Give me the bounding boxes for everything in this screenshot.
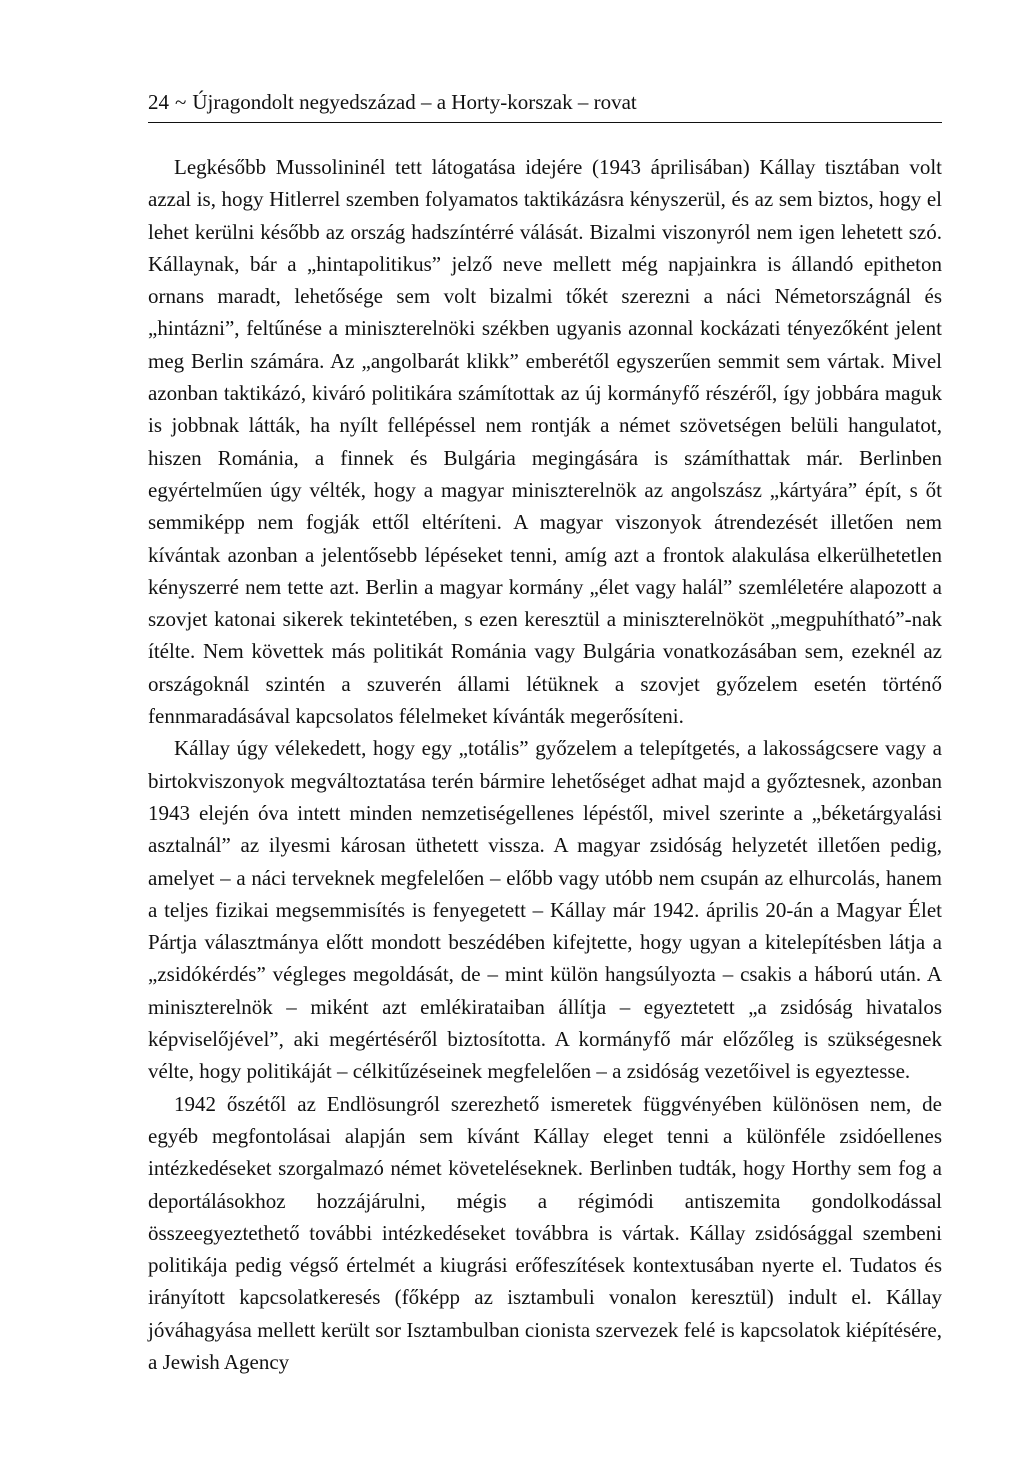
header-separator: ~	[175, 90, 187, 114]
paragraph-2: Kállay úgy vélekedett, hogy egy „totális” győzelem a telepítgetés, a lakosságcsere vagy a birtokviszonyok megváltoztatása terén bármire lehetőséget adhat majd a győztesnek, azonban 1943 elején óva intett minden nemzetiségellenes lépéstől, mivel szerinte a „béketárgyalási asztalnál” az ilyesmi károsan üthetett vissza. A magyar zsidóság helyzetét illetően pedig, amelyet – a náci terveknek megfelelően – előbb vagy utóbb nem csupán az elhurcolás, hanem a teljes fizikai megsemmisítés is fenyegetett – Kállay már 1942. április 20-án a Magyar Élet Pártja választmánya előtt mondott beszédében kifejtette, hogy ugyan a kitelepítésben látja a „zsidókérdés” végleges megoldását, de – mint külön hangsúlyozta – csakis a háború után. A miniszterelnök – miként azt emlékirataiban állítja – egyeztetett „a zsidóság hivatalos képviselőjével”, aki megértéséről biztosította. A kormányfő már előzőleg is szükségesnek vélte, hogy politikáját – célkitűzéseinek megfelelően – a zsidóság vezetőivel is egyeztesse.	[148, 736, 942, 1084]
page-number: 24	[148, 90, 169, 114]
paragraph-1: Legkésőbb Mussolininél tett látogatása idejére (1943 áprilisában) Kállay tisztában volt azzal is, hogy Hitlerrel szemben folyamatos taktikázásra kényszerül, és az sem biztos, hogy el lehet kerülni később az ország hadszíntérré válását. Bizalmi viszonyról nem igen lehetett szó. Kállaynak, bár a „hintapolitikus” jelző neve mellett még napjainkra is állandó epitheton ornans maradt, lehetősége sem volt bizalmi tőkét szerezni a náci Németországnál és „hintázni”, feltűnése a miniszterelnöki székben ugyanis azonnal kockázati tényezőként jelent meg Berlin számára. Az „angolbarát klikk” emberétől egyszerűen semmit sem vártak. Mivel azonban taktikázó, kiváró politikára számítottak az új kormányfő részéről, így jobbára maguk is jobbnak látták, ha nyílt fellépéssel nem rontják a német szövetségen belüli hangulatot, hiszen Románia, a finnek és Bulgária megingására is számíthattak már. Berlinben egyértelműen úgy vélték, hogy a magyar miniszterelnök az angolszász „kártyára” épít, s őt semmiképp nem fogják ettől eltéríteni. A magyar viszonyok átrendezését illetően nem kívántak azonban a jelentősebb lépéseket tenni, amíg azt a frontok alakulása elkerülhetetlen kényszerré nem tette azt. Berlin a magyar kormány „élet vagy halál” szemléletére alapozott a szovjet katonai sikerek tekintetében, s ezen keresztül a miniszterelnököt „megpuhítható”-nak ítélte. Nem követtek más politikát Románia vagy Bulgária vonatkozásában sem, ezeknél az országoknál szintén a szuverén állami létüknek a szovjet győzelem esetén történő fennmaradásával kapcsolatos félelmeket kívánták megerősíteni.	[148, 155, 942, 729]
body-text	[148, 151, 942, 1378]
paragraph-3: 1942 őszétől az Endlösungról szerezhető ismeretek függvényében különösen nem, de egyéb megfontolásai alapján sem kívánt Kállay eleget tenni a különféle zsidóellenes intézkedéseket szorgalmazó német követeléseknek. Berlinben tudták, hogy Horthy sem fog a deportálásokhoz hozzájárulni, mégis a régimódi antiszemita gondolkodással összeegyeztethető további intézkedéseket továbbra is vártak. Kállay zsidósággal szembeni politikája pedig végső értelmét a kiugrási erőfeszítések kontextusában nyerte el. Tudatos és irányított kapcsolatkeresés (főképp az isztambuli vonalon keresztül) indult el. Kállay jóváhagyása mellett került sor Isztambulban cionista szervezek felé is kapcsolatok kiépítésére, a Jewish Agency	[148, 1091, 942, 1374]
running-header	[148, 88, 942, 123]
document-page	[148, 88, 942, 1378]
running-title: Újragondolt negyedszázad – a Horty-korszak – rovat	[192, 90, 637, 114]
